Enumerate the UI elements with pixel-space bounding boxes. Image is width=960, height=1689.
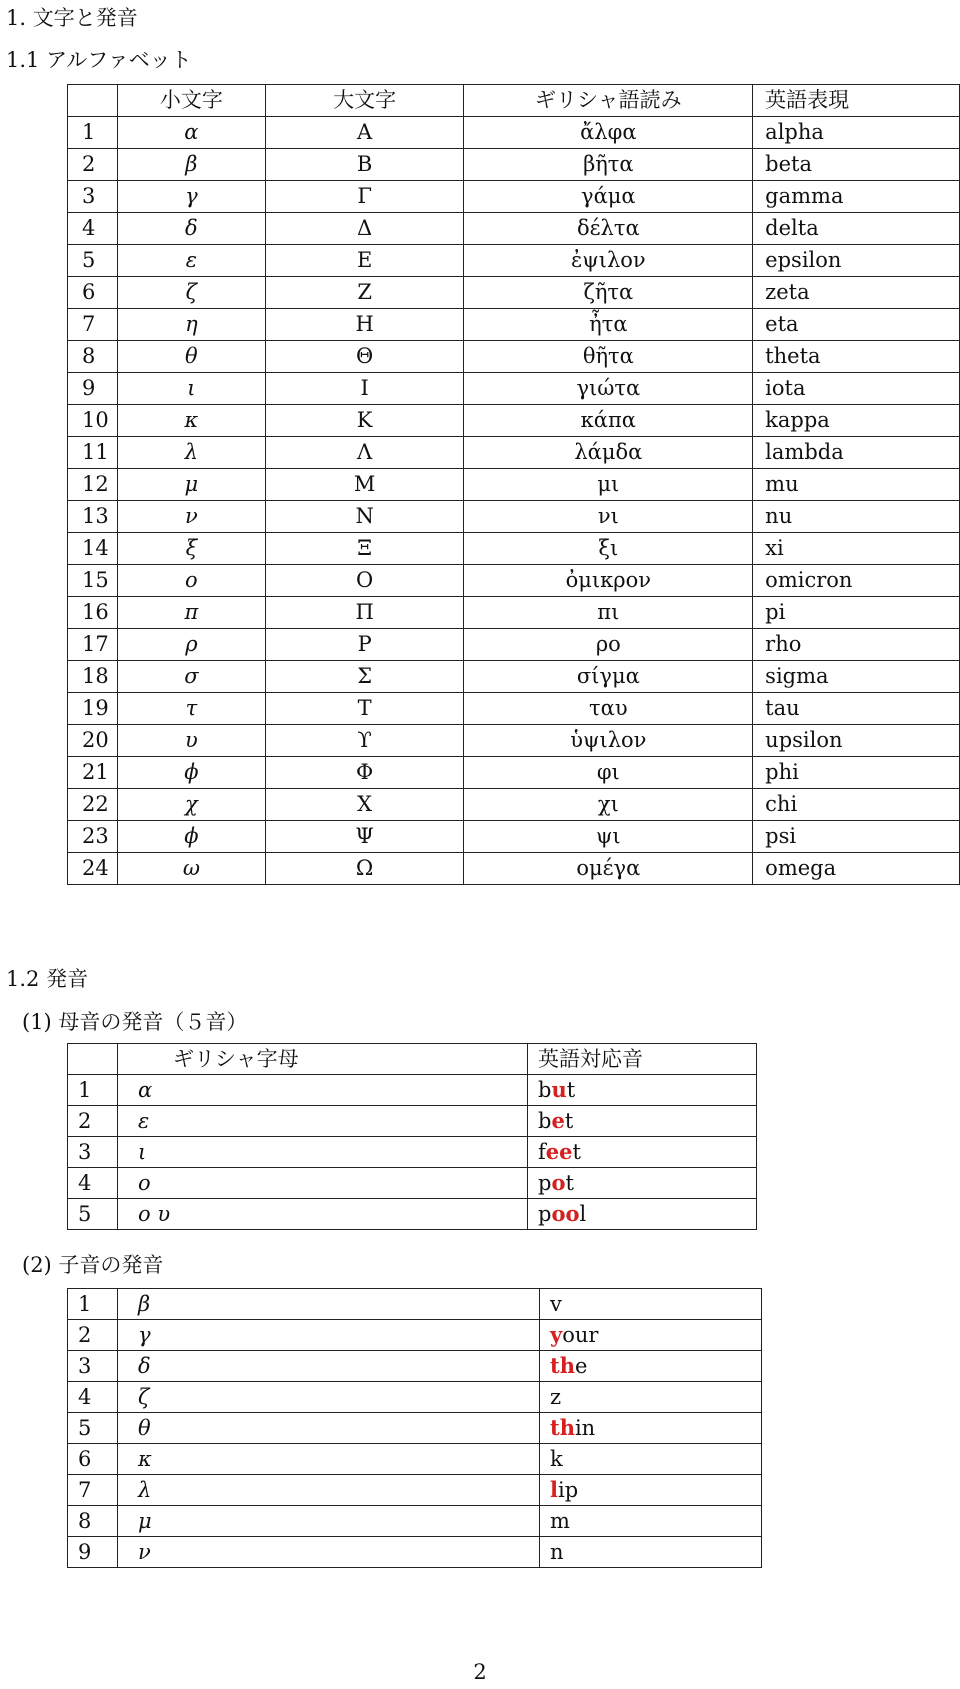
lowercase-letter: ζ — [117, 277, 265, 309]
letter-number: 15 — [68, 565, 118, 597]
english-name: sigma — [753, 661, 960, 693]
alphabet-table — [67, 84, 960, 885]
lowercase-letter: δ — [117, 213, 265, 245]
lowercase-letter: υ — [117, 725, 265, 757]
word-part: t — [566, 1078, 576, 1102]
consonant-row — [68, 1444, 762, 1475]
lowercase-letter: ν — [117, 501, 265, 533]
letter-number: 23 — [68, 821, 118, 853]
word-part: our — [562, 1323, 599, 1347]
lowercase-letter: ξ — [117, 533, 265, 565]
vowel-number: 4 — [68, 1168, 118, 1199]
alphabet-header-cell: 大文字 — [265, 85, 464, 117]
highlighted-sound: l — [550, 1477, 558, 1502]
english-name: nu — [753, 501, 960, 533]
alphabet-row — [68, 149, 960, 181]
lowercase-letter: χ — [117, 789, 265, 821]
alphabet-row — [68, 725, 960, 757]
greek-reading: νι — [464, 501, 753, 533]
greek-reading: ζῆτα — [464, 277, 753, 309]
alphabet-row — [68, 853, 960, 885]
english-name: zeta — [753, 277, 960, 309]
english-name: rho — [753, 629, 960, 661]
consonant-number: 6 — [68, 1444, 118, 1475]
vowel-english-sound — [528, 1168, 757, 1199]
consonant-number: 9 — [68, 1537, 118, 1568]
letter-number: 5 — [68, 245, 118, 277]
word-part: k — [550, 1447, 563, 1471]
consonant-number: 7 — [68, 1475, 118, 1506]
alphabet-row — [68, 693, 960, 725]
pronunciation-heading: 1.2 発音 — [6, 967, 89, 991]
word-part: z — [550, 1385, 562, 1409]
word-part: t — [564, 1109, 574, 1133]
uppercase-letter: Η — [265, 309, 464, 341]
vowel-greek-letter: α — [118, 1075, 528, 1106]
uppercase-letter: Ζ — [265, 277, 464, 309]
vowel-number: 5 — [68, 1199, 118, 1230]
lowercase-letter: ϕ — [117, 821, 265, 853]
english-name: tau — [753, 693, 960, 725]
uppercase-letter: Β — [265, 149, 464, 181]
greek-reading: ἄλφα — [464, 117, 753, 149]
lowercase-letter: ε — [117, 245, 265, 277]
uppercase-letter: Μ — [265, 469, 464, 501]
alphabet-row — [68, 341, 960, 373]
consonant-greek-letter: β — [118, 1289, 540, 1320]
greek-reading: ὀμικρον — [464, 565, 753, 597]
vowel-number: 2 — [68, 1106, 118, 1137]
lowercase-letter: λ — [117, 437, 265, 469]
english-name: lambda — [753, 437, 960, 469]
letter-number: 16 — [68, 597, 118, 629]
lowercase-letter: ω — [117, 853, 265, 885]
uppercase-letter: Α — [265, 117, 464, 149]
alphabet-row — [68, 373, 960, 405]
vowel-number: 3 — [68, 1137, 118, 1168]
consonant-english-sound — [540, 1320, 762, 1351]
vowel-row — [68, 1168, 757, 1199]
english-name: iota — [753, 373, 960, 405]
english-name: omega — [753, 853, 960, 885]
english-name: mu — [753, 469, 960, 501]
english-name: upsilon — [753, 725, 960, 757]
consonant-greek-letter: θ — [118, 1413, 540, 1444]
word-part: f — [538, 1140, 546, 1164]
uppercase-letter: Θ — [265, 341, 464, 373]
alphabet-header-cell — [68, 85, 118, 117]
alphabet-row — [68, 405, 960, 437]
english-name: theta — [753, 341, 960, 373]
uppercase-letter: Ι — [265, 373, 464, 405]
english-name: beta — [753, 149, 960, 181]
consonant-greek-letter: μ — [118, 1506, 540, 1537]
uppercase-letter: Τ — [265, 693, 464, 725]
word-part: t — [572, 1140, 581, 1164]
word-part: b — [538, 1109, 552, 1133]
alphabet-header-cell: ギリシャ語読み — [464, 85, 753, 117]
letter-number: 10 — [68, 405, 118, 437]
vowel-table — [67, 1043, 757, 1230]
consonant-number: 5 — [68, 1413, 118, 1444]
consonant-english-sound — [540, 1537, 762, 1568]
word-part: ip — [557, 1478, 579, 1502]
alphabet-header-row — [68, 85, 960, 117]
letter-number: 13 — [68, 501, 118, 533]
greek-reading: ψι — [464, 821, 753, 853]
consonant-greek-letter: ζ — [118, 1382, 540, 1413]
alphabet-header-cell: 英語表現 — [753, 85, 960, 117]
uppercase-letter: Ω — [265, 853, 464, 885]
consonant-english-sound — [540, 1289, 762, 1320]
english-name: gamma — [753, 181, 960, 213]
letter-number: 7 — [68, 309, 118, 341]
uppercase-letter: Δ — [265, 213, 464, 245]
uppercase-letter: Γ — [265, 181, 464, 213]
letter-number: 9 — [68, 373, 118, 405]
consonant-number: 2 — [68, 1320, 118, 1351]
word-part: l — [579, 1202, 587, 1226]
alphabet-row — [68, 309, 960, 341]
lowercase-letter: η — [117, 309, 265, 341]
vowel-english-sound — [528, 1199, 757, 1230]
vowel-number: 1 — [68, 1075, 118, 1106]
lowercase-letter: γ — [117, 181, 265, 213]
consonant-greek-letter: δ — [118, 1351, 540, 1382]
highlighted-sound: u — [551, 1077, 567, 1102]
page-number: 2 — [473, 1660, 487, 1684]
alphabet-row — [68, 437, 960, 469]
consonant-row — [68, 1537, 762, 1568]
alphabet-row — [68, 277, 960, 309]
alphabet-row — [68, 757, 960, 789]
vowel-greek-letter: ο υ — [118, 1199, 528, 1230]
uppercase-letter: Χ — [265, 789, 464, 821]
greek-reading: φι — [464, 757, 753, 789]
letter-number: 2 — [68, 149, 118, 181]
alphabet-row — [68, 789, 960, 821]
greek-reading: δέλτα — [464, 213, 753, 245]
greek-reading: λάμδα — [464, 437, 753, 469]
consonant-number: 1 — [68, 1289, 118, 1320]
letter-number: 20 — [68, 725, 118, 757]
vowel-english-sound — [528, 1137, 757, 1168]
letter-number: 11 — [68, 437, 118, 469]
vowel-heading: (1) 母音の発音（５音） — [22, 1010, 248, 1034]
vowel-header-row — [68, 1044, 757, 1075]
uppercase-letter: Ρ — [265, 629, 464, 661]
consonant-greek-letter: λ — [118, 1475, 540, 1506]
english-name: kappa — [753, 405, 960, 437]
letter-number: 12 — [68, 469, 118, 501]
lowercase-letter: κ — [117, 405, 265, 437]
consonant-number: 4 — [68, 1382, 118, 1413]
consonant-row — [68, 1382, 762, 1413]
vowel-row — [68, 1137, 757, 1168]
greek-reading: θῆτα — [464, 341, 753, 373]
english-name: delta — [753, 213, 960, 245]
alphabet-row — [68, 213, 960, 245]
alphabet-heading: 1.1 アルファベット — [6, 48, 192, 72]
highlighted-sound: oo — [551, 1201, 580, 1226]
vowel-row — [68, 1106, 757, 1137]
consonant-english-sound — [540, 1382, 762, 1413]
greek-reading: ἐψιλον — [464, 245, 753, 277]
consonant-english-sound — [540, 1444, 762, 1475]
consonant-row — [68, 1475, 762, 1506]
consonant-number: 8 — [68, 1506, 118, 1537]
word-part: p — [538, 1171, 552, 1195]
uppercase-letter: ϒ — [265, 725, 464, 757]
word-part: b — [538, 1078, 552, 1102]
consonant-greek-letter: κ — [118, 1444, 540, 1475]
lowercase-letter: ϕ — [117, 757, 265, 789]
consonant-english-sound — [540, 1413, 762, 1444]
word-part: t — [565, 1171, 574, 1195]
consonant-heading: (2) 子音の発音 — [22, 1253, 164, 1277]
highlighted-sound: ee — [545, 1139, 573, 1164]
letter-number: 14 — [68, 533, 118, 565]
uppercase-letter: Κ — [265, 405, 464, 437]
english-name: eta — [753, 309, 960, 341]
uppercase-letter: Ψ — [265, 821, 464, 853]
highlighted-sound: e — [551, 1108, 565, 1133]
highlighted-sound: o — [551, 1170, 566, 1195]
vowel-row — [68, 1199, 757, 1230]
lowercase-letter: π — [117, 597, 265, 629]
consonant-greek-letter: ν — [118, 1537, 540, 1568]
english-name: epsilon — [753, 245, 960, 277]
consonant-row — [68, 1289, 762, 1320]
highlighted-sound: th — [550, 1353, 575, 1378]
consonant-english-sound — [540, 1475, 762, 1506]
greek-reading: ἦτα — [464, 309, 753, 341]
greek-reading: ρο — [464, 629, 753, 661]
greek-reading: ταυ — [464, 693, 753, 725]
uppercase-letter: Σ — [265, 661, 464, 693]
word-part: m — [550, 1509, 570, 1533]
english-name: alpha — [753, 117, 960, 149]
lowercase-letter: β — [117, 149, 265, 181]
consonant-row — [68, 1413, 762, 1444]
lowercase-letter: ο — [117, 565, 265, 597]
uppercase-letter: Ε — [265, 245, 464, 277]
letter-number: 19 — [68, 693, 118, 725]
word-part: n — [550, 1540, 564, 1564]
consonant-number: 3 — [68, 1351, 118, 1382]
vowel-header-cell — [68, 1044, 118, 1075]
consonant-row — [68, 1320, 762, 1351]
alphabet-row — [68, 565, 960, 597]
english-name: phi — [753, 757, 960, 789]
uppercase-letter: Ξ — [265, 533, 464, 565]
greek-reading: ομέγα — [464, 853, 753, 885]
letter-number: 17 — [68, 629, 118, 661]
english-name: psi — [753, 821, 960, 853]
vowel-greek-letter: ι — [118, 1137, 528, 1168]
lowercase-letter: α — [117, 117, 265, 149]
greek-reading: πι — [464, 597, 753, 629]
vowel-greek-letter: ο — [118, 1168, 528, 1199]
alphabet-row — [68, 501, 960, 533]
uppercase-letter: Λ — [265, 437, 464, 469]
letter-number: 6 — [68, 277, 118, 309]
uppercase-letter: Ν — [265, 501, 464, 533]
alphabet-row — [68, 245, 960, 277]
greek-reading: μι — [464, 469, 753, 501]
alphabet-row — [68, 117, 960, 149]
alphabet-row — [68, 821, 960, 853]
greek-reading: ὑψιλον — [464, 725, 753, 757]
lowercase-letter: ι — [117, 373, 265, 405]
consonant-greek-letter: γ — [118, 1320, 540, 1351]
alphabet-row — [68, 597, 960, 629]
consonant-table — [67, 1288, 762, 1568]
consonant-row — [68, 1506, 762, 1537]
alphabet-header-cell: 小文字 — [117, 85, 265, 117]
english-name: omicron — [753, 565, 960, 597]
alphabet-row — [68, 469, 960, 501]
word-part: e — [574, 1354, 588, 1378]
letter-number: 1 — [68, 117, 118, 149]
alphabet-row — [68, 661, 960, 693]
greek-reading: χι — [464, 789, 753, 821]
consonant-english-sound — [540, 1506, 762, 1537]
consonant-english-sound — [540, 1351, 762, 1382]
letter-number: 18 — [68, 661, 118, 693]
alphabet-row — [68, 629, 960, 661]
vowel-english-sound — [528, 1106, 757, 1137]
english-name: xi — [753, 533, 960, 565]
greek-reading: βῆτα — [464, 149, 753, 181]
section-heading: 1. 文字と発音 — [6, 6, 138, 30]
english-name: chi — [753, 789, 960, 821]
letter-number: 3 — [68, 181, 118, 213]
highlighted-sound: y — [550, 1322, 563, 1347]
alphabet-row — [68, 533, 960, 565]
lowercase-letter: θ — [117, 341, 265, 373]
vowel-english-sound — [528, 1075, 757, 1106]
highlighted-sound: th — [550, 1415, 575, 1440]
uppercase-letter: Φ — [265, 757, 464, 789]
english-name: pi — [753, 597, 960, 629]
lowercase-letter: σ — [117, 661, 265, 693]
alphabet-row — [68, 181, 960, 213]
letter-number: 22 — [68, 789, 118, 821]
lowercase-letter: ρ — [117, 629, 265, 661]
uppercase-letter: Ο — [265, 565, 464, 597]
letter-number: 24 — [68, 853, 118, 885]
vowel-greek-letter: ε — [118, 1106, 528, 1137]
uppercase-letter: Π — [265, 597, 464, 629]
greek-reading: σίγμα — [464, 661, 753, 693]
lowercase-letter: μ — [117, 469, 265, 501]
greek-reading: κάπα — [464, 405, 753, 437]
word-part: in — [574, 1416, 596, 1440]
greek-reading: γιώτα — [464, 373, 753, 405]
letter-number: 4 — [68, 213, 118, 245]
letter-number: 8 — [68, 341, 118, 373]
vowel-header-cell: ギリシャ字母 — [118, 1044, 528, 1075]
vowel-header-cell: 英語対応音 — [528, 1044, 757, 1075]
letter-number: 21 — [68, 757, 118, 789]
greek-reading: γάμα — [464, 181, 753, 213]
consonant-row — [68, 1351, 762, 1382]
vowel-row — [68, 1075, 757, 1106]
lowercase-letter: τ — [117, 693, 265, 725]
word-part: p — [538, 1202, 552, 1226]
word-part: v — [550, 1292, 562, 1316]
greek-reading: ξι — [464, 533, 753, 565]
